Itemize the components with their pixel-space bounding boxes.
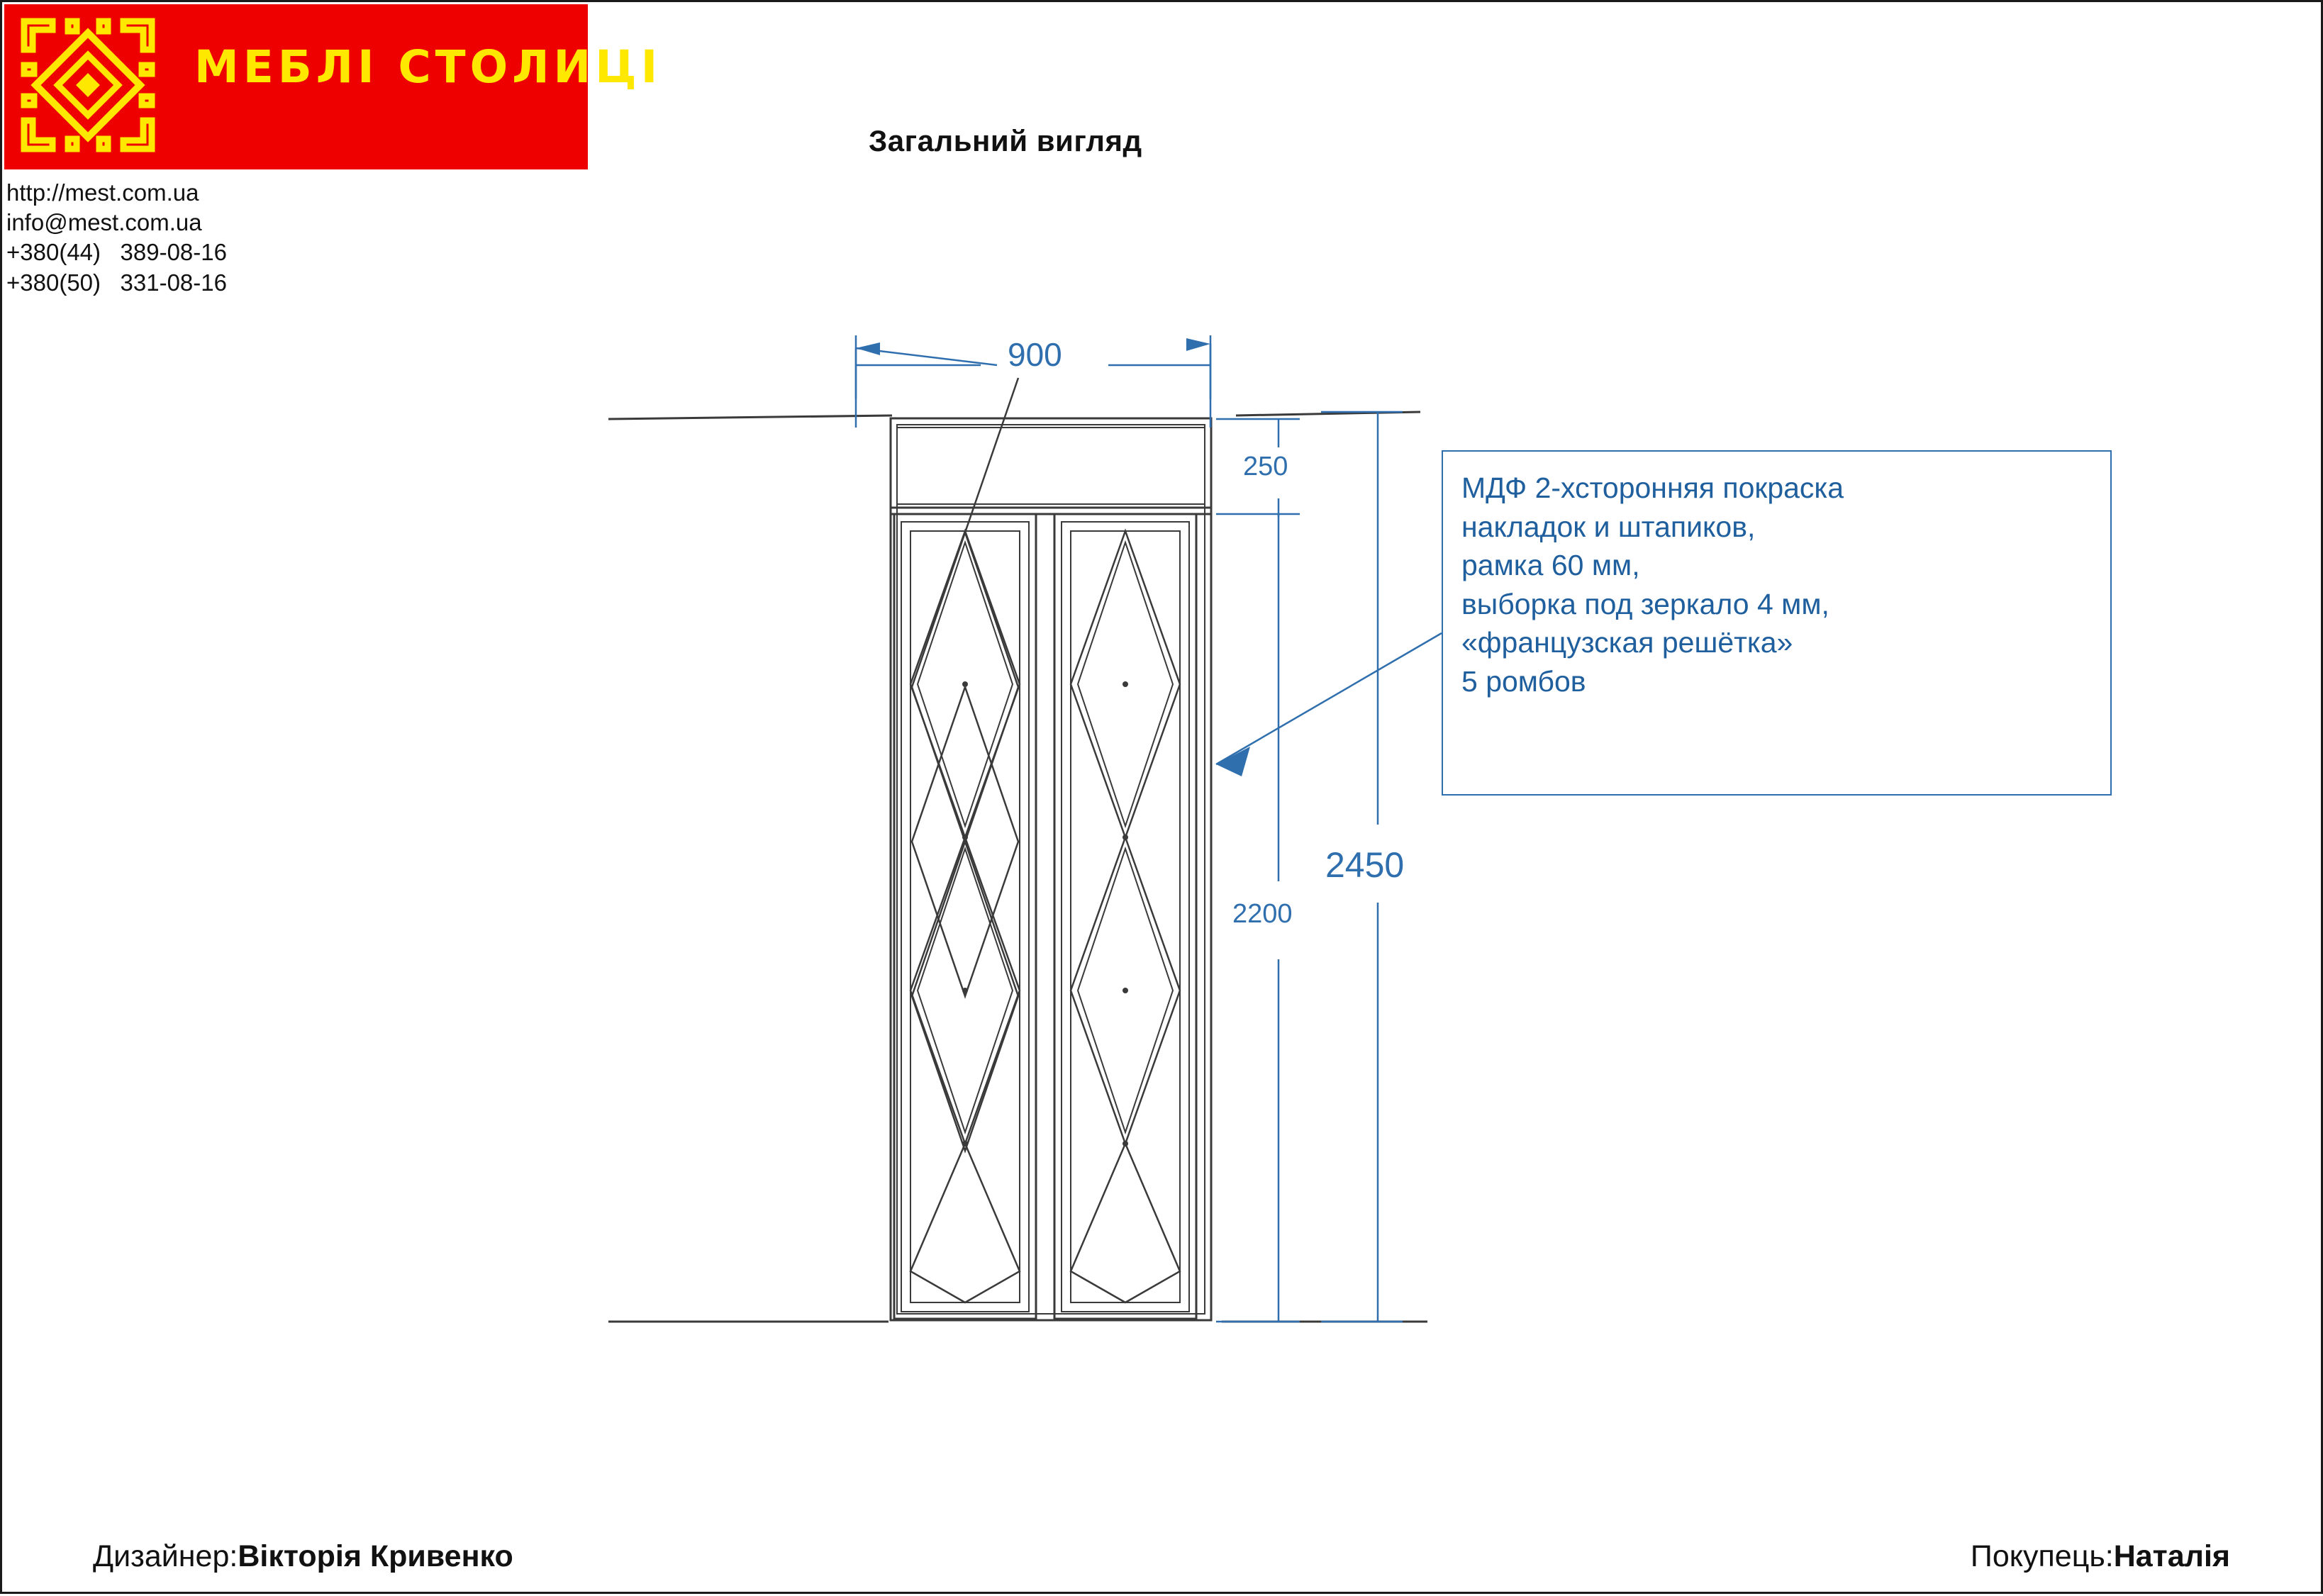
wall-line-right-top: [1236, 412, 1420, 415]
dimension-width-900: 900: [1008, 336, 1062, 373]
footer-customer: [1971, 1539, 2230, 1574]
company-logo-text: МЕБЛІ СТОЛИЦІ: [194, 41, 662, 93]
grid-nodes: [962, 681, 1128, 1146]
note-line-1: МДФ 2-хсторонняя покраска: [1461, 471, 1844, 504]
note-line-3: рамка 60 мм,: [1461, 549, 1640, 582]
footer-designer-value: Вікторія Кривенко: [238, 1539, 513, 1573]
dimension-arrows: [856, 338, 1250, 776]
dimension-lines: [856, 335, 1442, 1322]
specification-note: [1442, 450, 2112, 796]
transom-panel: [897, 428, 1205, 504]
dimension-total-2450: 2450: [1325, 845, 1405, 885]
dimension-door-2200: 2200: [1232, 899, 1293, 929]
footer-customer-label: Покупець:: [1970, 1539, 2114, 1573]
door-inner-frame: [897, 425, 1205, 1314]
footer-designer: [93, 1539, 513, 1574]
door-outer-frame: [891, 418, 1211, 1320]
note-line-5: «французская решётка»: [1461, 626, 1793, 659]
footer-customer-value: Наталія: [2113, 1539, 2230, 1573]
dimension-transom-250: 250: [1243, 452, 1288, 481]
french-grid-right: [1071, 531, 1180, 1302]
contact-email: info@mest.com.ua: [6, 209, 202, 236]
company-logo-icon: [17, 14, 159, 156]
french-grid-left: [910, 378, 1020, 1302]
technical-drawing: [2, 2, 2323, 1596]
door-leaf-left-glass: [910, 531, 1020, 1302]
door-leaf-right-inner: [1062, 522, 1189, 1312]
footer-designer-label: Дизайнер:: [93, 1539, 238, 1573]
door-leaf-right-glass: [1071, 531, 1180, 1302]
contact-website: http://mest.com.ua: [6, 179, 199, 206]
company-contacts: [6, 178, 227, 298]
door-leaf-left-inner: [901, 522, 1029, 1312]
page-title: Загальний вигляд: [869, 124, 1142, 157]
note-line-2: накладок и штапиков,: [1461, 510, 1756, 543]
contact-phone-1: +380(44) 389-08-16: [6, 239, 227, 266]
note-line-4: выборка под зеркало 4 мм,: [1461, 587, 1829, 620]
note-line-6: 5 ромбов: [1461, 664, 1586, 698]
wall-line-left-top: [608, 415, 892, 419]
company-logo-block: [4, 4, 662, 169]
contact-phone-2: +380(50) 331-08-16: [6, 269, 227, 296]
door-leaf-left-outer: [894, 514, 1036, 1319]
door-leaf-right-outer: [1054, 514, 1196, 1319]
